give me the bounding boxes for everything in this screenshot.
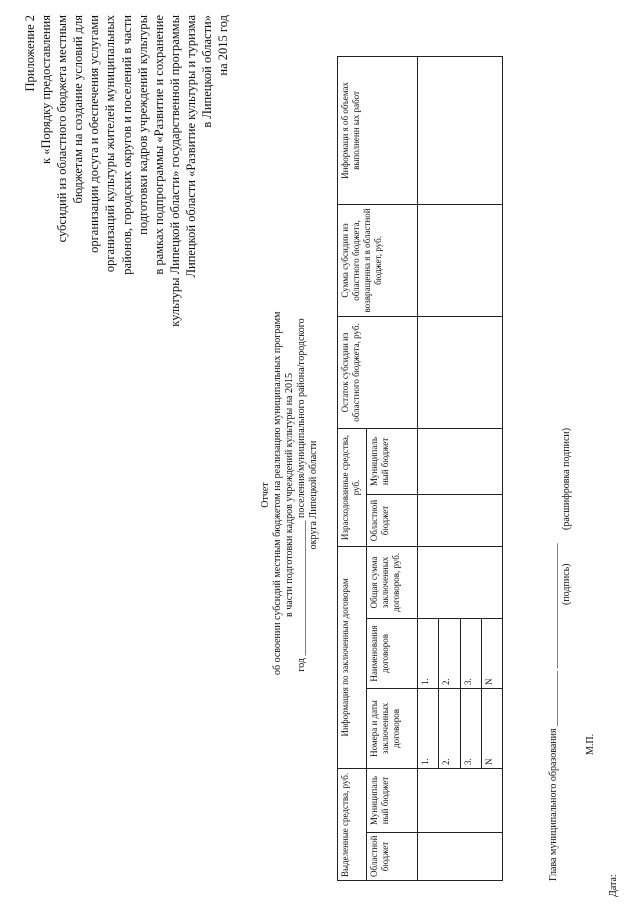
row-name: 3. bbox=[460, 618, 481, 688]
table-cell bbox=[418, 204, 503, 316]
date-label: Дата: bbox=[608, 874, 619, 897]
table-cell bbox=[418, 768, 503, 832]
appendix-line: Липецкой области «Развитие культуры и туризма bbox=[183, 15, 198, 278]
header-returned: Сумма субсидии из областного бюджета, возвращенна я в областной бюджет, руб. bbox=[338, 204, 418, 316]
table-cell bbox=[418, 428, 503, 494]
header-regional: Областной бюджет bbox=[367, 833, 418, 881]
row-number: 2. bbox=[439, 688, 460, 768]
table-cell bbox=[418, 833, 503, 881]
table-cell bbox=[418, 56, 503, 204]
appendix-line: на 2015 год bbox=[216, 15, 231, 76]
signature-label: (подпись) bbox=[561, 563, 572, 605]
report-subtitle: в части подготовки кадров учреждений культуры на 2015 bbox=[284, 373, 295, 617]
header-numbers: Номера и даты заключенных договоров bbox=[367, 688, 418, 768]
report-subtitle: об освоении субсидий местным бюджетом на реализацию муниципальных программ bbox=[272, 311, 283, 675]
header-spent-regional: Областной бюджет bbox=[367, 494, 418, 546]
appendix-line: организации досуга и обеспечения услугами bbox=[87, 15, 102, 253]
appendix-line: бюджетам на создание условий для bbox=[71, 15, 86, 204]
header-municipal: Муниципаль ный бюджет bbox=[367, 768, 418, 832]
appendix-line: в рамках подпрограммы «Развитие и сохранение bbox=[151, 15, 166, 275]
appendix-line: в Липецкой области» bbox=[200, 15, 215, 128]
report-subtitle: год ___________________________ поселения/муниципального района/городского bbox=[296, 318, 307, 672]
header-total: Общая сумма заключенных договоров, руб. bbox=[367, 546, 418, 618]
header-spent: Израсходованные средства, руб. bbox=[338, 428, 367, 546]
appendix-line: подготовки кадров учреждений культуры bbox=[135, 15, 150, 235]
appendix-line: субсидий из областного бюджета местным bbox=[55, 15, 70, 243]
header-info: Информаци я об объемах выполненн ых работ bbox=[338, 56, 418, 204]
header-allocated: Выделенные средства, руб. bbox=[338, 768, 367, 880]
table-header-row bbox=[338, 56, 367, 880]
row-name: 1. bbox=[418, 618, 439, 688]
appendix-line: Приложение 2 bbox=[23, 15, 37, 92]
table-row bbox=[418, 56, 439, 880]
appendix-header bbox=[22, 15, 231, 385]
row-number: 3. bbox=[460, 688, 481, 768]
signature-line: Глава муниципального образования ___________ _________________________ bbox=[548, 543, 559, 881]
header-spent-municipal: Муниципаль ный бюджет bbox=[367, 428, 418, 494]
report-title: Отчет bbox=[260, 482, 271, 508]
appendix-line: районов, городских округов и поселений в части bbox=[119, 15, 134, 275]
header-names: Наименования договоров bbox=[367, 618, 418, 688]
table-cell bbox=[418, 316, 503, 428]
row-name: 2. bbox=[439, 618, 460, 688]
decode-label: (расшифровка подписи) bbox=[561, 427, 572, 530]
table-cell bbox=[418, 494, 503, 546]
report-heading bbox=[260, 311, 320, 675]
row-number: 1. bbox=[418, 688, 439, 768]
stamp-label: М.П. bbox=[585, 733, 596, 755]
row-number: N bbox=[481, 688, 502, 768]
report-subtitle: округа Липецкой области bbox=[308, 440, 319, 550]
row-name: N bbox=[481, 618, 502, 688]
appendix-line: культуры Липецкой области» государственной программы bbox=[167, 15, 182, 327]
table-cell bbox=[418, 546, 503, 618]
appendix-line: к «Порядку предоставления bbox=[39, 15, 54, 164]
report-table bbox=[337, 56, 503, 881]
header-contracts: Информация по заключенным договорам bbox=[338, 546, 367, 768]
header-balance: Остаток субсидии из областного бюджета, руб. bbox=[338, 316, 418, 428]
appendix-line: организаций культуры жителей муниципальных bbox=[103, 15, 118, 273]
